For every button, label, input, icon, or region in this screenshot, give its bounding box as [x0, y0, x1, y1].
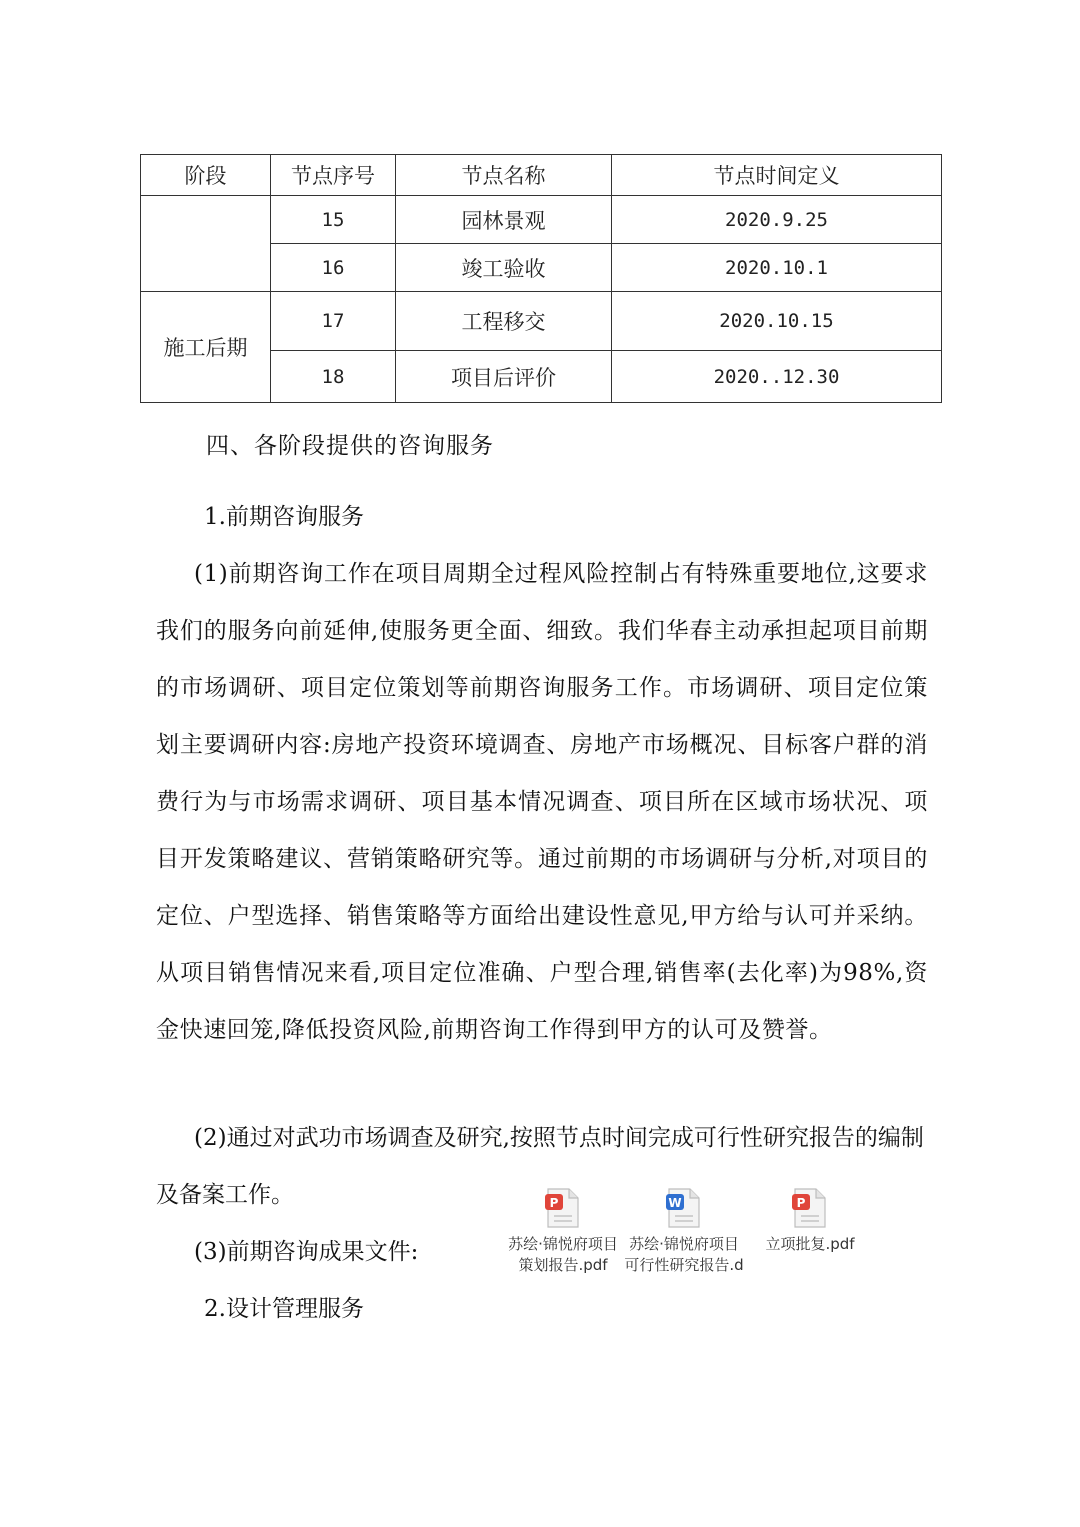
- attachment-filename-line1: 苏绘·锦悦府项目: [508, 1235, 618, 1253]
- node-name-cell: 竣工验收: [396, 244, 612, 292]
- table-header-cell: 节点时间定义: [612, 155, 942, 196]
- svg-text:P: P: [796, 1196, 806, 1210]
- subheading-preliminary-consulting: 1.前期咨询服务: [204, 504, 364, 530]
- node-number-cell: 15: [271, 196, 396, 244]
- attachment-filename-line1: 立项批复.pdf: [765, 1235, 855, 1253]
- section-heading: 四、各阶段提供的咨询服务: [206, 433, 494, 459]
- attachment-filename-line2: 策划报告.pdf: [518, 1256, 608, 1274]
- table-header-cell: 节点名称: [396, 155, 612, 196]
- stage-cell: 施工后期: [141, 292, 271, 403]
- subheading-design-management: 2.设计管理服务: [204, 1296, 364, 1322]
- svg-text:P: P: [549, 1196, 559, 1210]
- node-date-cell: 2020.10.15: [612, 292, 942, 351]
- paragraph-deliverables-label: (3)前期咨询成果文件:: [194, 1239, 419, 1265]
- node-date-cell: 2020.10.1: [612, 244, 942, 292]
- attachment-approval[interactable]: [760, 1188, 860, 1255]
- attachment-filename-line1: 苏绘·锦悦府项目: [629, 1235, 739, 1253]
- paragraph-preliminary-consulting: [156, 546, 928, 1059]
- attachment-filename-line2: 可行性研究报告.d: [624, 1256, 744, 1274]
- table-header-cell: 阶段: [141, 155, 271, 196]
- node-date-cell: 2020..12.30: [612, 351, 942, 403]
- table-row: [141, 196, 942, 244]
- word-file-icon: [666, 1188, 702, 1228]
- paragraph-text: (2)通过对武功市场调查及研究,按照节点时间完成可行性研究报告的编制及备案工作。: [156, 1125, 924, 1208]
- node-number-cell: 17: [271, 292, 396, 351]
- attachment-planning-report[interactable]: [503, 1188, 623, 1276]
- node-date-cell: 2020.9.25: [612, 196, 942, 244]
- svg-text:W: W: [668, 1196, 682, 1210]
- attachment-feasibility-report[interactable]: [624, 1188, 744, 1276]
- stage-cell: [141, 196, 271, 292]
- node-schedule-table: [140, 154, 942, 403]
- table-header-cell: 节点序号: [271, 155, 396, 196]
- table-header-row: [141, 155, 942, 196]
- table-row: [141, 292, 942, 351]
- node-number-cell: 18: [271, 351, 396, 403]
- node-number-cell: 16: [271, 244, 396, 292]
- node-name-cell: 工程移交: [396, 292, 612, 351]
- pdf-file-icon: [792, 1188, 828, 1228]
- node-name-cell: 项目后评价: [396, 351, 612, 403]
- node-name-cell: 园林景观: [396, 196, 612, 244]
- pdf-file-icon: [545, 1188, 581, 1228]
- paragraph-text: (1)前期咨询工作在项目周期全过程风险控制占有特殊重要地位,这要求我们的服务向前延伸,使服务更全面、细致。我们华春主动承担起项目前期的市场调研、项目定位策划等前期咨询服务工作。市场调研、项目定位策划主要调研内容:房地产投资环境调查、房地产市场概况、目标客户群的消费行为与市场需求调研、项目基本情况调查、项目所在区域市场状况、项目开发策略建议、营销策略研究等。通过前期的市场调研与分析,对项目的定位、户型选择、销售策略等方面给出建设性意见,甲方给与认可并采纳。从项目销售情况来看,项目定位准确、户型合理,销售率(去化率)为98%,资金快速回笼,降低投资风险,前期咨询工作得到甲方的认可及赞誉。: [156, 561, 928, 1043]
